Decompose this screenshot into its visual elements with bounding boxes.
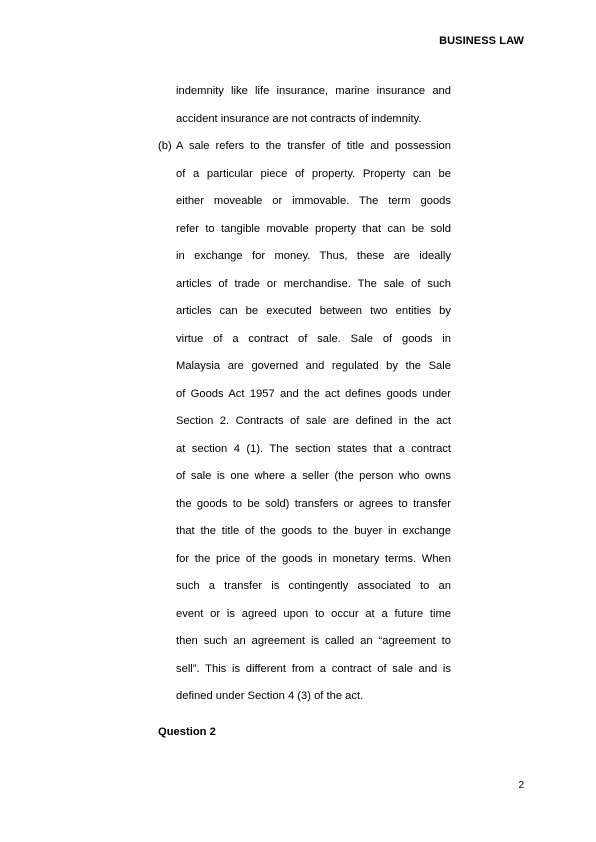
text-line: Section 2. Contracts of sale are defined in the act: [176, 415, 451, 427]
text-line: of Goods Act 1957 and the act defines goods under: [176, 387, 451, 400]
continuation-paragraph: [158, 78, 451, 133]
text-line: accident insurance are not contracts of indemnity.: [176, 112, 422, 125]
text-line: then such an agreement is called an “agreement to: [176, 635, 451, 647]
text-line: such a transfer is contingently associated to an: [176, 580, 451, 592]
text-line: Malaysia are governed and regulated by the Sale: [176, 360, 451, 372]
text-line: articles of trade or merchandise. The sale of such: [176, 277, 451, 290]
list-item-b: [158, 133, 451, 711]
text-line: defined under Section 4 (3) of the act.: [176, 690, 364, 702]
text-line: either moveable or immovable. The term goods: [176, 195, 451, 207]
text-line: at section 4 (1). The section states that a contract: [176, 442, 451, 455]
text-line: A sale refers to the transfer of title and possession: [176, 140, 451, 152]
list-marker: (b): [158, 140, 172, 152]
text-line: of sale is one where a seller (the person who owns: [176, 470, 451, 482]
text-line: in exchange for money. Thus, these are ideally: [176, 250, 451, 262]
running-header: BUSINESS LAW: [439, 35, 524, 47]
text-line: articles can be executed between two entities by: [176, 305, 451, 317]
document-body: [158, 78, 451, 711]
text-line: indemnity like life insurance, marine insurance and: [176, 85, 451, 97]
text-line: that the title of the goods to the buyer in exchange: [176, 525, 451, 537]
text-line: sell”. This is different from a contract of sale and is: [176, 662, 451, 675]
text-line: of a particular piece of property. Property can be: [176, 167, 451, 180]
page-number: 2: [518, 780, 524, 791]
text-line: virtue of a contract of sale. Sale of goods in: [176, 332, 451, 345]
text-line: the goods to be sold) transfers or agrees to transfer: [176, 497, 451, 510]
section-heading: Question 2: [158, 726, 216, 738]
text-line: for the price of the goods in monetary terms. When: [176, 552, 451, 565]
text-line: event or is agreed upon to occur at a future time: [176, 607, 451, 620]
text-line: refer to tangible movable property that can be sold: [176, 222, 451, 235]
